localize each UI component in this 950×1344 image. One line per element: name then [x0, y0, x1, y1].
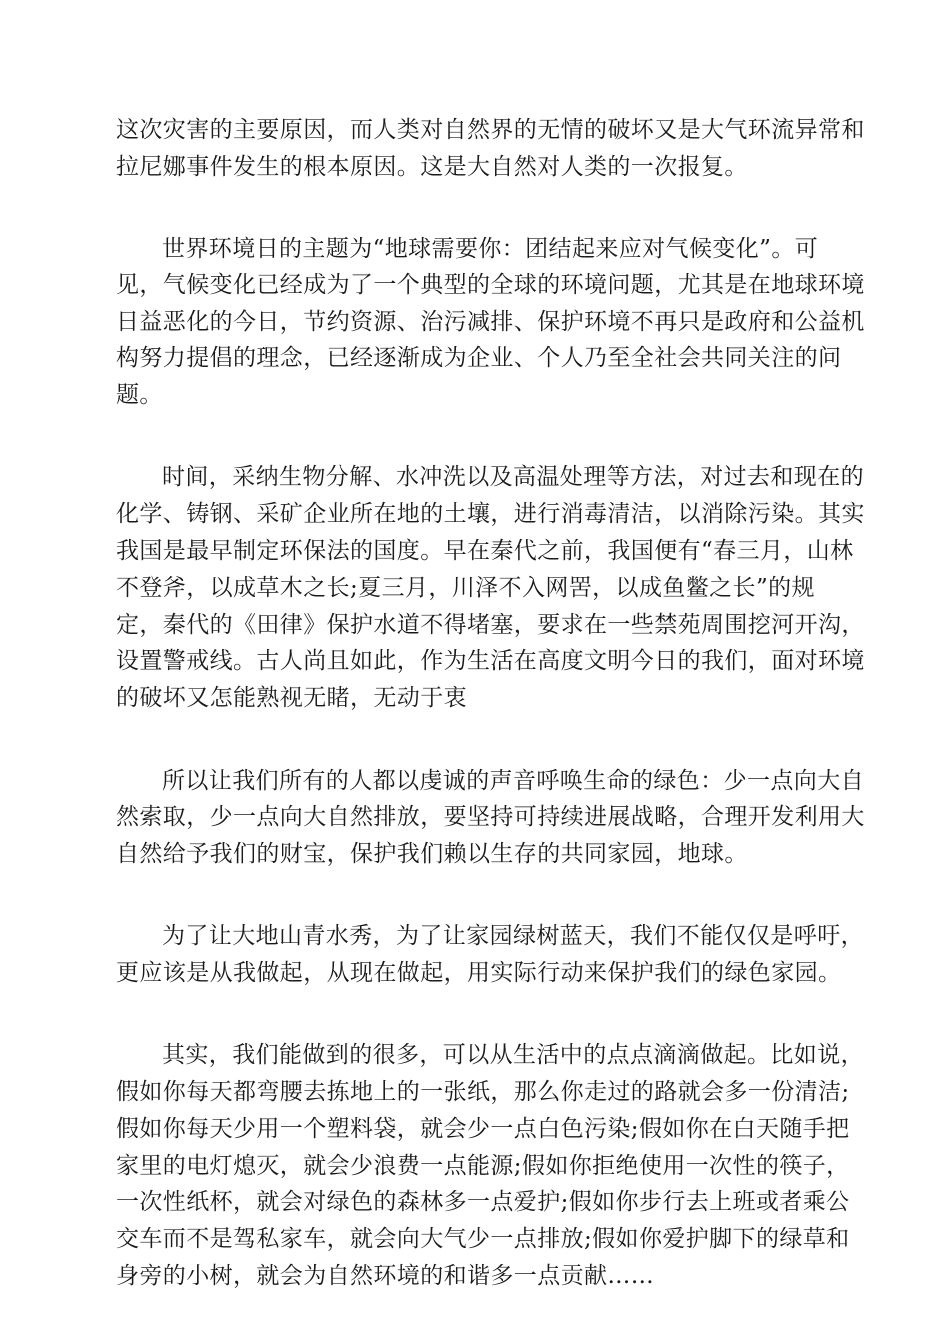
- paragraph-6-line-2: 假如你每天都弯腰去拣地上的一张纸，那么你走过的路就会多一份清洁;: [116, 1079, 850, 1105]
- paragraph-4-line-3: 自然给予我们的财宝，保护我们赖以生存的共同家园，地球。: [116, 841, 748, 867]
- paragraph-5-line-2: 更应该是从我做起，从现在做起，用实际行动来保护我们的绿色家园。: [116, 960, 842, 986]
- paragraph-2-line-3: 日益恶化的今日，节约资源、治污减排、保护环境不再只是政府和公益机: [116, 309, 865, 335]
- paragraph-2-line-2: 见，气候变化已经成为了一个典型的全球的环境问题，尤其是在地球环境: [116, 272, 865, 298]
- paragraph-2-line-5: 题。: [116, 382, 163, 408]
- paragraph-6-line-1: 其实，我们能做到的很多，可以从生活中的点点滴滴做起。比如说，: [162, 1042, 864, 1068]
- paragraph-6-line-5: 一次性纸杯，就会对绿色的森林多一点爱护;假如你步行去上班或者乘公: [116, 1189, 850, 1215]
- paragraph-3-line-6: 设置警戒线。古人尚且如此，作为生活在高度文明今日的我们，面对环境: [116, 648, 865, 674]
- paragraph-2-line-4: 构努力提倡的理念，已经逐渐成为企业、个人乃至全社会共同关注的问: [116, 345, 842, 371]
- paragraph-6-line-4: 家里的电灯熄灭，就会少浪费一点能源;假如你拒绝使用一次性的筷子，: [116, 1153, 850, 1179]
- paragraph-3-line-2: 化学、铸钢、采矿企业所在地的土壤，进行消毒清洁，以消除污染。其实: [116, 501, 865, 527]
- paragraph-1-line-2: 拉尼娜事件发生的根本原因。这是大自然对人类的一次报复。: [116, 154, 748, 180]
- paragraph-4-line-2: 然索取，少一点向大自然排放，要坚持可持续进展战略，合理开发利用大: [116, 804, 865, 830]
- paragraph-3-line-3: 我国是最早制定环保法的国度。早在秦代之前，我国便有“春三月，山林: [116, 538, 854, 564]
- paragraph-5-line-1: 为了让大地山青水秀，为了让家园绿树蓝天，我们不能仅仅是呼吁，: [162, 923, 864, 949]
- paragraph-6-line-6: 交车而不是驾私家车，就会向大气少一点排放;假如你爱护脚下的绿草和: [116, 1226, 850, 1252]
- paragraph-1-line-1: 这次灾害的主要原因，而人类对自然界的无情的破坏又是大气环流异常和: [116, 117, 865, 143]
- paragraph-4-line-1: 所以让我们所有的人都以虔诚的声音呼唤生命的绿色：少一点向大自: [162, 768, 864, 794]
- paragraph-3-line-4: 不登斧，以成草木之长;夏三月，川泽不入网罟，以成鱼鳖之长”的规: [116, 575, 815, 601]
- paragraph-3-line-1: 时间，采纳生物分解、水冲洗以及高温处理等方法，对过去和现在的: [162, 464, 864, 490]
- paragraph-3-line-7: 的破坏又怎能熟视无睹，无动于衷: [116, 685, 467, 711]
- paragraph-3-line-5: 定，秦代的《田律》保护水道不得堵塞，要求在一些禁苑周围挖河开沟，: [116, 612, 865, 638]
- paragraph-6-line-7: 身旁的小树，就会为自然环境的和谐多一点贡献……: [116, 1263, 655, 1289]
- paragraph-6-line-3: 假如你每天少用一个塑料袋，就会少一点白色污染;假如你在白天随手把: [116, 1116, 850, 1142]
- paragraph-2-line-1: 世界环境日的主题为“地球需要你：团结起来应对气候变化”。可: [162, 236, 819, 262]
